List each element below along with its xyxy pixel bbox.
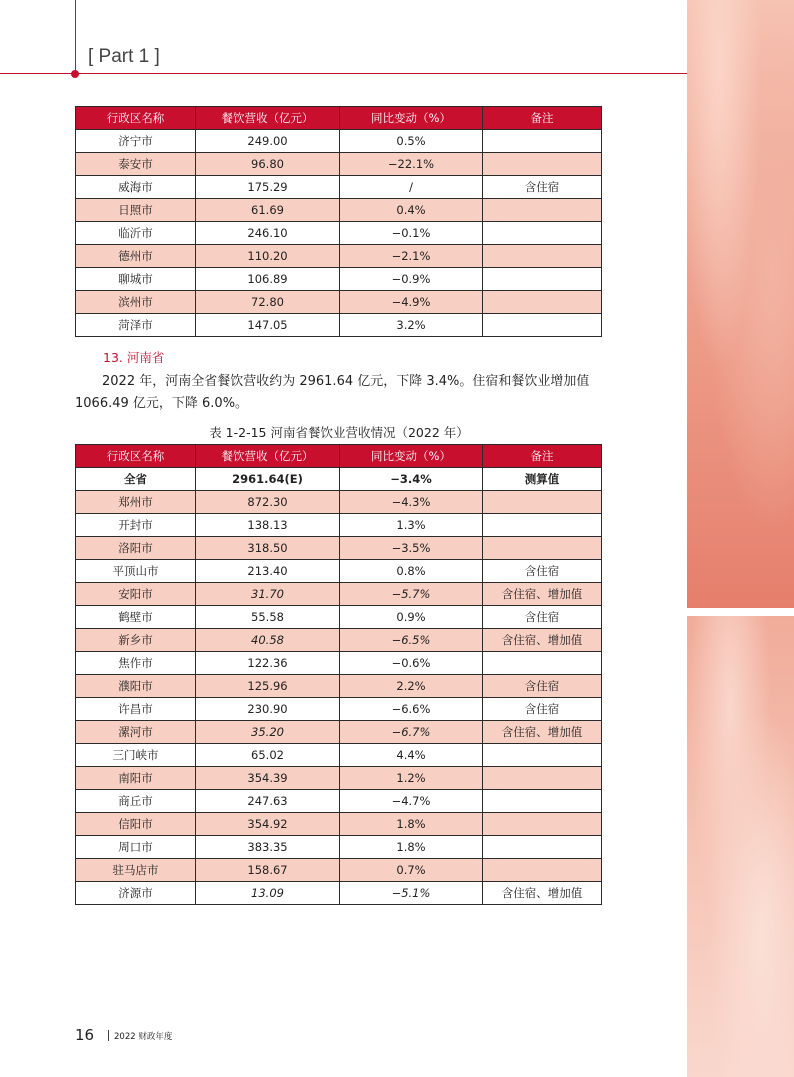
column-header: 行政区名称: [76, 445, 196, 468]
table-row: [76, 514, 602, 537]
table-cell: 318.50: [196, 537, 340, 560]
table-cell: 147.05: [196, 314, 340, 337]
table-cell: 濮阳市: [76, 675, 196, 698]
column-header: 餐饮营收（亿元）: [196, 107, 340, 130]
table-cell: 滨州市: [76, 291, 196, 314]
table-header-row: [76, 445, 602, 468]
table-row: [76, 560, 602, 583]
table-cell: 平顶山市: [76, 560, 196, 583]
table-cell: −0.9%: [340, 268, 483, 291]
table-cell: [483, 744, 602, 767]
table-cell: 济源市: [76, 882, 196, 905]
table-cell: 测算值: [483, 468, 602, 491]
table-cell: 175.29: [196, 176, 340, 199]
table-cell: [483, 836, 602, 859]
table-cell: 济宁市: [76, 130, 196, 153]
table-cell: [483, 291, 602, 314]
table-row: [76, 130, 602, 153]
table-caption: 表 1-2-15 河南省餐饮业营收情况（2022 年）: [209, 425, 469, 440]
table-cell: 138.13: [196, 514, 340, 537]
table-cell: 31.70: [196, 583, 340, 606]
paragraph-line: 1066.49 亿元，下降 6.0%。: [75, 396, 249, 411]
table-cell: 菏泽市: [76, 314, 196, 337]
table-cell: 3.2%: [340, 314, 483, 337]
table-cell: 125.96: [196, 675, 340, 698]
table-cell: [483, 314, 602, 337]
page-number: 16: [75, 1026, 95, 1044]
table-cell: 聊城市: [76, 268, 196, 291]
part-label: [ Part 1 ]: [88, 46, 160, 67]
table-cell: 鹤壁市: [76, 606, 196, 629]
table-cell: 安阳市: [76, 583, 196, 606]
table-row: [76, 859, 602, 882]
column-header: 备注: [483, 445, 602, 468]
table-cell: 含住宿、增加值: [483, 583, 602, 606]
table-cell: [483, 245, 602, 268]
table-row: [76, 767, 602, 790]
table-cell: 230.90: [196, 698, 340, 721]
column-header: 备注: [483, 107, 602, 130]
table-cell: 周口市: [76, 836, 196, 859]
table-cell: 0.7%: [340, 859, 483, 882]
table-row: [76, 537, 602, 560]
table-cell: 2961.64(E): [196, 468, 340, 491]
table-cell: 158.67: [196, 859, 340, 882]
table-cell: 0.8%: [340, 560, 483, 583]
table-row: [76, 836, 602, 859]
header-horizontal-rule: [0, 73, 687, 74]
table-row: [76, 790, 602, 813]
table-cell: 南阳市: [76, 767, 196, 790]
table-row: [76, 468, 602, 491]
table-cell: 213.40: [196, 560, 340, 583]
table-cell: −6.6%: [340, 698, 483, 721]
side-photo-bottom: [687, 616, 794, 1077]
table-cell: 354.39: [196, 767, 340, 790]
publication-title: 2022 财政年度: [114, 1032, 173, 1042]
table-cell: 郑州市: [76, 491, 196, 514]
table-cell: 96.80: [196, 153, 340, 176]
table-cell: 三门峡市: [76, 744, 196, 767]
table-row: [76, 222, 602, 245]
table-cell: 0.9%: [340, 606, 483, 629]
table-cell: /: [340, 176, 483, 199]
table-cell: 商丘市: [76, 790, 196, 813]
table-row: [76, 291, 602, 314]
side-photo-top: [687, 0, 794, 608]
table-cell: −2.1%: [340, 245, 483, 268]
table-row: [76, 721, 602, 744]
table-row: [76, 675, 602, 698]
table-cell: −4.9%: [340, 291, 483, 314]
table-row: [76, 744, 602, 767]
table-cell: 许昌市: [76, 698, 196, 721]
table-cell: 含住宿: [483, 176, 602, 199]
table-cell: −4.7%: [340, 790, 483, 813]
table-cell: −6.5%: [340, 629, 483, 652]
table-row: [76, 583, 602, 606]
table-cell: 0.5%: [340, 130, 483, 153]
table-cell: −22.1%: [340, 153, 483, 176]
header-vertical-rule: [75, 0, 76, 74]
table-cell: [483, 537, 602, 560]
table-cell: −0.6%: [340, 652, 483, 675]
table-cell: 246.10: [196, 222, 340, 245]
table-cell: 含住宿、增加值: [483, 629, 602, 652]
column-header: 行政区名称: [76, 107, 196, 130]
table-cell: [483, 199, 602, 222]
table-cell: [483, 859, 602, 882]
table-cell: 1.8%: [340, 836, 483, 859]
table-cell: 55.58: [196, 606, 340, 629]
header-dot: [71, 70, 79, 78]
table-cell: 含住宿: [483, 560, 602, 583]
table-row: [76, 813, 602, 836]
table-row: [76, 629, 602, 652]
table-cell: 354.92: [196, 813, 340, 836]
paragraph-line: 2022 年，河南全省餐饮营收约为 2961.64 亿元，下降 3.4%。住宿和餐饮业增加值: [102, 374, 590, 389]
table-cell: [483, 813, 602, 836]
table-cell: 信阳市: [76, 813, 196, 836]
table-cell: 1.8%: [340, 813, 483, 836]
table-cell: 13.09: [196, 882, 340, 905]
table-row: [76, 606, 602, 629]
section-heading: 13. 河南省: [103, 350, 165, 365]
table-cell: [483, 514, 602, 537]
table-cell: −0.1%: [340, 222, 483, 245]
table-row: [76, 176, 602, 199]
section-paragraph: [75, 371, 615, 415]
table-cell: [483, 130, 602, 153]
table-header-row: [76, 107, 602, 130]
table-cell: 0.4%: [340, 199, 483, 222]
table-cell: 洛阳市: [76, 537, 196, 560]
table-row: [76, 698, 602, 721]
table-cell: 383.35: [196, 836, 340, 859]
table-cell: [483, 153, 602, 176]
table-cell: 含住宿: [483, 606, 602, 629]
table-cell: [483, 268, 602, 291]
table-cell: −5.1%: [340, 882, 483, 905]
table-cell: 临沂市: [76, 222, 196, 245]
table-cell: 65.02: [196, 744, 340, 767]
table-cell: 全省: [76, 468, 196, 491]
table-cell: 含住宿、增加值: [483, 882, 602, 905]
table-cell: 106.89: [196, 268, 340, 291]
table-cell: 威海市: [76, 176, 196, 199]
table-row: [76, 268, 602, 291]
table-cell: [483, 767, 602, 790]
table-cell: 1.3%: [340, 514, 483, 537]
henan-city-table: [75, 444, 602, 905]
table-cell: 新乡市: [76, 629, 196, 652]
table-cell: −4.3%: [340, 491, 483, 514]
table-cell: 1.2%: [340, 767, 483, 790]
shandong-city-table: [75, 106, 602, 337]
table-row: [76, 882, 602, 905]
table-row: [76, 652, 602, 675]
table-cell: 40.58: [196, 629, 340, 652]
table-cell: 焦作市: [76, 652, 196, 675]
table-row: [76, 199, 602, 222]
table-row: [76, 314, 602, 337]
table-cell: 日照市: [76, 199, 196, 222]
table-cell: [483, 790, 602, 813]
table-cell: 61.69: [196, 199, 340, 222]
table-cell: 72.80: [196, 291, 340, 314]
table-cell: 开封市: [76, 514, 196, 537]
table-cell: 驻马店市: [76, 859, 196, 882]
footer-divider: [108, 1030, 109, 1041]
column-header: 同比变动（%）: [340, 107, 483, 130]
table-cell: 含住宿: [483, 675, 602, 698]
table-cell: −3.5%: [340, 537, 483, 560]
table-cell: 122.36: [196, 652, 340, 675]
table-cell: 247.63: [196, 790, 340, 813]
column-header: 同比变动（%）: [340, 445, 483, 468]
table-cell: 4.4%: [340, 744, 483, 767]
column-header: 餐饮营收（亿元）: [196, 445, 340, 468]
table-cell: 2.2%: [340, 675, 483, 698]
table-cell: 漯河市: [76, 721, 196, 744]
table-cell: [483, 491, 602, 514]
table-cell: 35.20: [196, 721, 340, 744]
table-row: [76, 491, 602, 514]
table-cell: 含住宿、增加值: [483, 721, 602, 744]
table-cell: 德州市: [76, 245, 196, 268]
table-cell: −5.7%: [340, 583, 483, 606]
table-cell: 249.00: [196, 130, 340, 153]
table-cell: 泰安市: [76, 153, 196, 176]
table-cell: 含住宿: [483, 698, 602, 721]
table-cell: 110.20: [196, 245, 340, 268]
table-cell: 872.30: [196, 491, 340, 514]
table-row: [76, 245, 602, 268]
table-cell: −6.7%: [340, 721, 483, 744]
table-row: [76, 153, 602, 176]
table-cell: [483, 652, 602, 675]
table-cell: −3.4%: [340, 468, 483, 491]
table-cell: [483, 222, 602, 245]
